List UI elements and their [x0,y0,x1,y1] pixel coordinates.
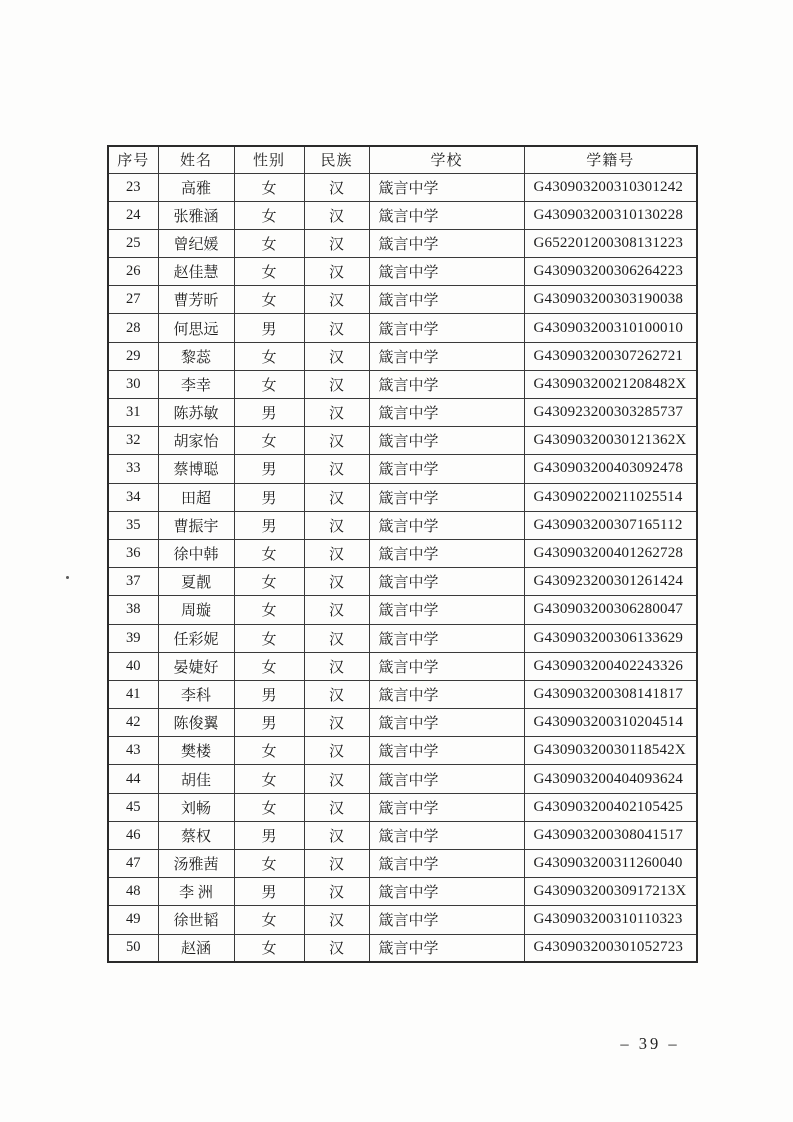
cell-school: 箴言中学 [369,652,524,680]
cell-ethnicity: 汉 [304,709,369,737]
cell-school: 箴言中学 [369,793,524,821]
cell-index: 26 [108,258,158,286]
cell-gender: 女 [234,596,304,624]
cell-gender: 男 [234,680,304,708]
cell-school: 箴言中学 [369,934,524,962]
table-row [108,568,697,596]
cell-index: 33 [108,455,158,483]
cell-school: 箴言中学 [369,568,524,596]
cell-school: 箴言中学 [369,342,524,370]
cell-name: 夏靓 [158,568,234,596]
cell-school: 箴言中学 [369,539,524,567]
cell-gender: 女 [234,539,304,567]
col-header-student-id: 学籍号 [524,146,697,173]
cell-school: 箴言中学 [369,680,524,708]
table-row [108,427,697,455]
cell-index: 32 [108,427,158,455]
cell-name: 周璇 [158,596,234,624]
cell-gender: 女 [234,624,304,652]
cell-name: 曾纪媛 [158,229,234,257]
cell-school: 箴言中学 [369,850,524,878]
cell-student-id: G430902200211025514 [524,483,697,511]
cell-student-id: G430903200303190038 [524,286,697,314]
cell-student-id: G430903200301052723 [524,934,697,962]
cell-ethnicity: 汉 [304,399,369,427]
cell-gender: 女 [234,652,304,680]
cell-gender: 女 [234,201,304,229]
table-row [108,539,697,567]
cell-school: 箴言中学 [369,229,524,257]
cell-gender: 女 [234,934,304,962]
cell-gender: 女 [234,765,304,793]
cell-ethnicity: 汉 [304,906,369,934]
cell-gender: 女 [234,850,304,878]
cell-school: 箴言中学 [369,709,524,737]
cell-ethnicity: 汉 [304,680,369,708]
cell-school: 箴言中学 [369,878,524,906]
cell-school: 箴言中学 [369,737,524,765]
cell-student-id: G430903200306264223 [524,258,697,286]
cell-name: 蔡博聪 [158,455,234,483]
cell-name: 刘畅 [158,793,234,821]
cell-name: 胡佳 [158,765,234,793]
cell-name: 徐世韬 [158,906,234,934]
table-row [108,737,697,765]
cell-index: 27 [108,286,158,314]
cell-school: 箴言中学 [369,173,524,201]
table-row [108,906,697,934]
cell-gender: 女 [234,568,304,596]
cell-student-id: G43090320030121362X [524,427,697,455]
cell-student-id: G430903200401262728 [524,539,697,567]
cell-ethnicity: 汉 [304,511,369,539]
scan-artifact-dot [66,576,69,579]
table-row [108,624,697,652]
table-row [108,596,697,624]
cell-ethnicity: 汉 [304,821,369,849]
table-row [108,850,697,878]
col-header-ethnicity: 民族 [304,146,369,173]
cell-student-id: G430903200404093624 [524,765,697,793]
table-row [108,878,697,906]
table-row [108,342,697,370]
cell-ethnicity: 汉 [304,737,369,765]
cell-school: 箴言中学 [369,370,524,398]
cell-student-id: G430903200307165112 [524,511,697,539]
table-row [108,201,697,229]
col-header-index: 序号 [108,146,158,173]
cell-name: 樊楼 [158,737,234,765]
cell-school: 箴言中学 [369,258,524,286]
table-row [108,934,697,962]
cell-index: 46 [108,821,158,849]
table-row [108,511,697,539]
cell-gender: 女 [234,737,304,765]
table-header [108,146,697,173]
cell-student-id: G430903200310100010 [524,314,697,342]
cell-ethnicity: 汉 [304,427,369,455]
cell-name: 曹芳昕 [158,286,234,314]
cell-student-id: G430903200310301242 [524,173,697,201]
cell-student-id: G43090320030118542X [524,737,697,765]
table-row [108,286,697,314]
cell-school: 箴言中学 [369,455,524,483]
col-header-gender: 性别 [234,146,304,173]
cell-school: 箴言中学 [369,201,524,229]
cell-student-id: G430903200310130228 [524,201,697,229]
cell-student-id: G430903200310110323 [524,906,697,934]
cell-ethnicity: 汉 [304,258,369,286]
table-row [108,652,697,680]
cell-gender: 女 [234,793,304,821]
cell-ethnicity: 汉 [304,878,369,906]
cell-name: 胡家怡 [158,427,234,455]
cell-index: 36 [108,539,158,567]
cell-ethnicity: 汉 [304,201,369,229]
cell-gender: 男 [234,709,304,737]
cell-index: 42 [108,709,158,737]
cell-index: 25 [108,229,158,257]
cell-gender: 女 [234,427,304,455]
cell-name: 田超 [158,483,234,511]
cell-ethnicity: 汉 [304,173,369,201]
cell-name: 李科 [158,680,234,708]
cell-gender: 男 [234,455,304,483]
cell-index: 50 [108,934,158,962]
cell-name: 徐中韩 [158,539,234,567]
cell-ethnicity: 汉 [304,568,369,596]
cell-name: 蔡权 [158,821,234,849]
cell-index: 49 [108,906,158,934]
cell-school: 箴言中学 [369,596,524,624]
cell-student-id: G430903200307262721 [524,342,697,370]
cell-gender: 男 [234,821,304,849]
table-row [108,399,697,427]
cell-student-id: G430923200303285737 [524,399,697,427]
cell-school: 箴言中学 [369,511,524,539]
table-row [108,173,697,201]
cell-name: 曹振宇 [158,511,234,539]
cell-index: 44 [108,765,158,793]
cell-index: 45 [108,793,158,821]
cell-gender: 女 [234,370,304,398]
cell-school: 箴言中学 [369,765,524,793]
cell-name: 李幸 [158,370,234,398]
cell-index: 43 [108,737,158,765]
cell-gender: 男 [234,399,304,427]
cell-name: 高雅 [158,173,234,201]
cell-index: 35 [108,511,158,539]
cell-ethnicity: 汉 [304,934,369,962]
cell-gender: 女 [234,173,304,201]
cell-school: 箴言中学 [369,427,524,455]
cell-student-id: G430903200306280047 [524,596,697,624]
cell-ethnicity: 汉 [304,314,369,342]
cell-student-id: G430903200310204514 [524,709,697,737]
cell-index: 41 [108,680,158,708]
table-row [108,370,697,398]
cell-student-id: G652201200308131223 [524,229,697,257]
cell-index: 47 [108,850,158,878]
cell-gender: 男 [234,314,304,342]
cell-name: 赵佳慧 [158,258,234,286]
cell-name: 赵涵 [158,934,234,962]
cell-ethnicity: 汉 [304,539,369,567]
table-row [108,258,697,286]
cell-student-id: G430923200301261424 [524,568,697,596]
col-header-name: 姓名 [158,146,234,173]
cell-ethnicity: 汉 [304,370,369,398]
cell-gender: 女 [234,342,304,370]
cell-index: 48 [108,878,158,906]
cell-ethnicity: 汉 [304,850,369,878]
page-number: – 39 – [620,1034,680,1053]
cell-school: 箴言中学 [369,483,524,511]
cell-ethnicity: 汉 [304,229,369,257]
cell-gender: 男 [234,878,304,906]
cell-name: 陈苏敏 [158,399,234,427]
cell-ethnicity: 汉 [304,455,369,483]
cell-gender: 女 [234,229,304,257]
cell-student-id: G43090320030917213X [524,878,697,906]
cell-ethnicity: 汉 [304,652,369,680]
cell-gender: 女 [234,906,304,934]
header-row [108,146,697,173]
cell-school: 箴言中学 [369,624,524,652]
cell-index: 34 [108,483,158,511]
table-row [108,483,697,511]
cell-student-id: G43090320021208482X [524,370,697,398]
cell-ethnicity: 汉 [304,342,369,370]
cell-ethnicity: 汉 [304,793,369,821]
cell-name: 晏婕好 [158,652,234,680]
cell-ethnicity: 汉 [304,286,369,314]
cell-index: 23 [108,173,158,201]
cell-school: 箴言中学 [369,821,524,849]
cell-student-id: G430903200306133629 [524,624,697,652]
cell-ethnicity: 汉 [304,624,369,652]
cell-name: 李 洲 [158,878,234,906]
table-row [108,765,697,793]
cell-name: 黎蕊 [158,342,234,370]
cell-name: 张雅涵 [158,201,234,229]
cell-ethnicity: 汉 [304,483,369,511]
cell-student-id: G430903200402105425 [524,793,697,821]
cell-index: 31 [108,399,158,427]
student-roster-table [107,145,698,963]
cell-index: 24 [108,201,158,229]
cell-gender: 男 [234,483,304,511]
table-row [108,455,697,483]
cell-name: 汤雅茜 [158,850,234,878]
cell-index: 29 [108,342,158,370]
cell-gender: 男 [234,511,304,539]
table-row [108,793,697,821]
cell-school: 箴言中学 [369,906,524,934]
cell-school: 箴言中学 [369,399,524,427]
cell-school: 箴言中学 [369,286,524,314]
cell-index: 38 [108,596,158,624]
table-row [108,821,697,849]
table-body [108,173,697,962]
cell-name: 陈俊翼 [158,709,234,737]
cell-school: 箴言中学 [369,314,524,342]
cell-gender: 女 [234,258,304,286]
cell-index: 37 [108,568,158,596]
table-row [108,680,697,708]
cell-index: 30 [108,370,158,398]
cell-student-id: G430903200402243326 [524,652,697,680]
cell-student-id: G430903200311260040 [524,850,697,878]
cell-gender: 女 [234,286,304,314]
cell-student-id: G430903200308141817 [524,680,697,708]
cell-index: 39 [108,624,158,652]
cell-student-id: G430903200403092478 [524,455,697,483]
cell-ethnicity: 汉 [304,765,369,793]
cell-index: 28 [108,314,158,342]
cell-ethnicity: 汉 [304,596,369,624]
cell-student-id: G430903200308041517 [524,821,697,849]
col-header-school: 学校 [369,146,524,173]
cell-index: 40 [108,652,158,680]
table-row [108,709,697,737]
cell-name: 任彩妮 [158,624,234,652]
table-row [108,314,697,342]
cell-name: 何思远 [158,314,234,342]
table-row [108,229,697,257]
